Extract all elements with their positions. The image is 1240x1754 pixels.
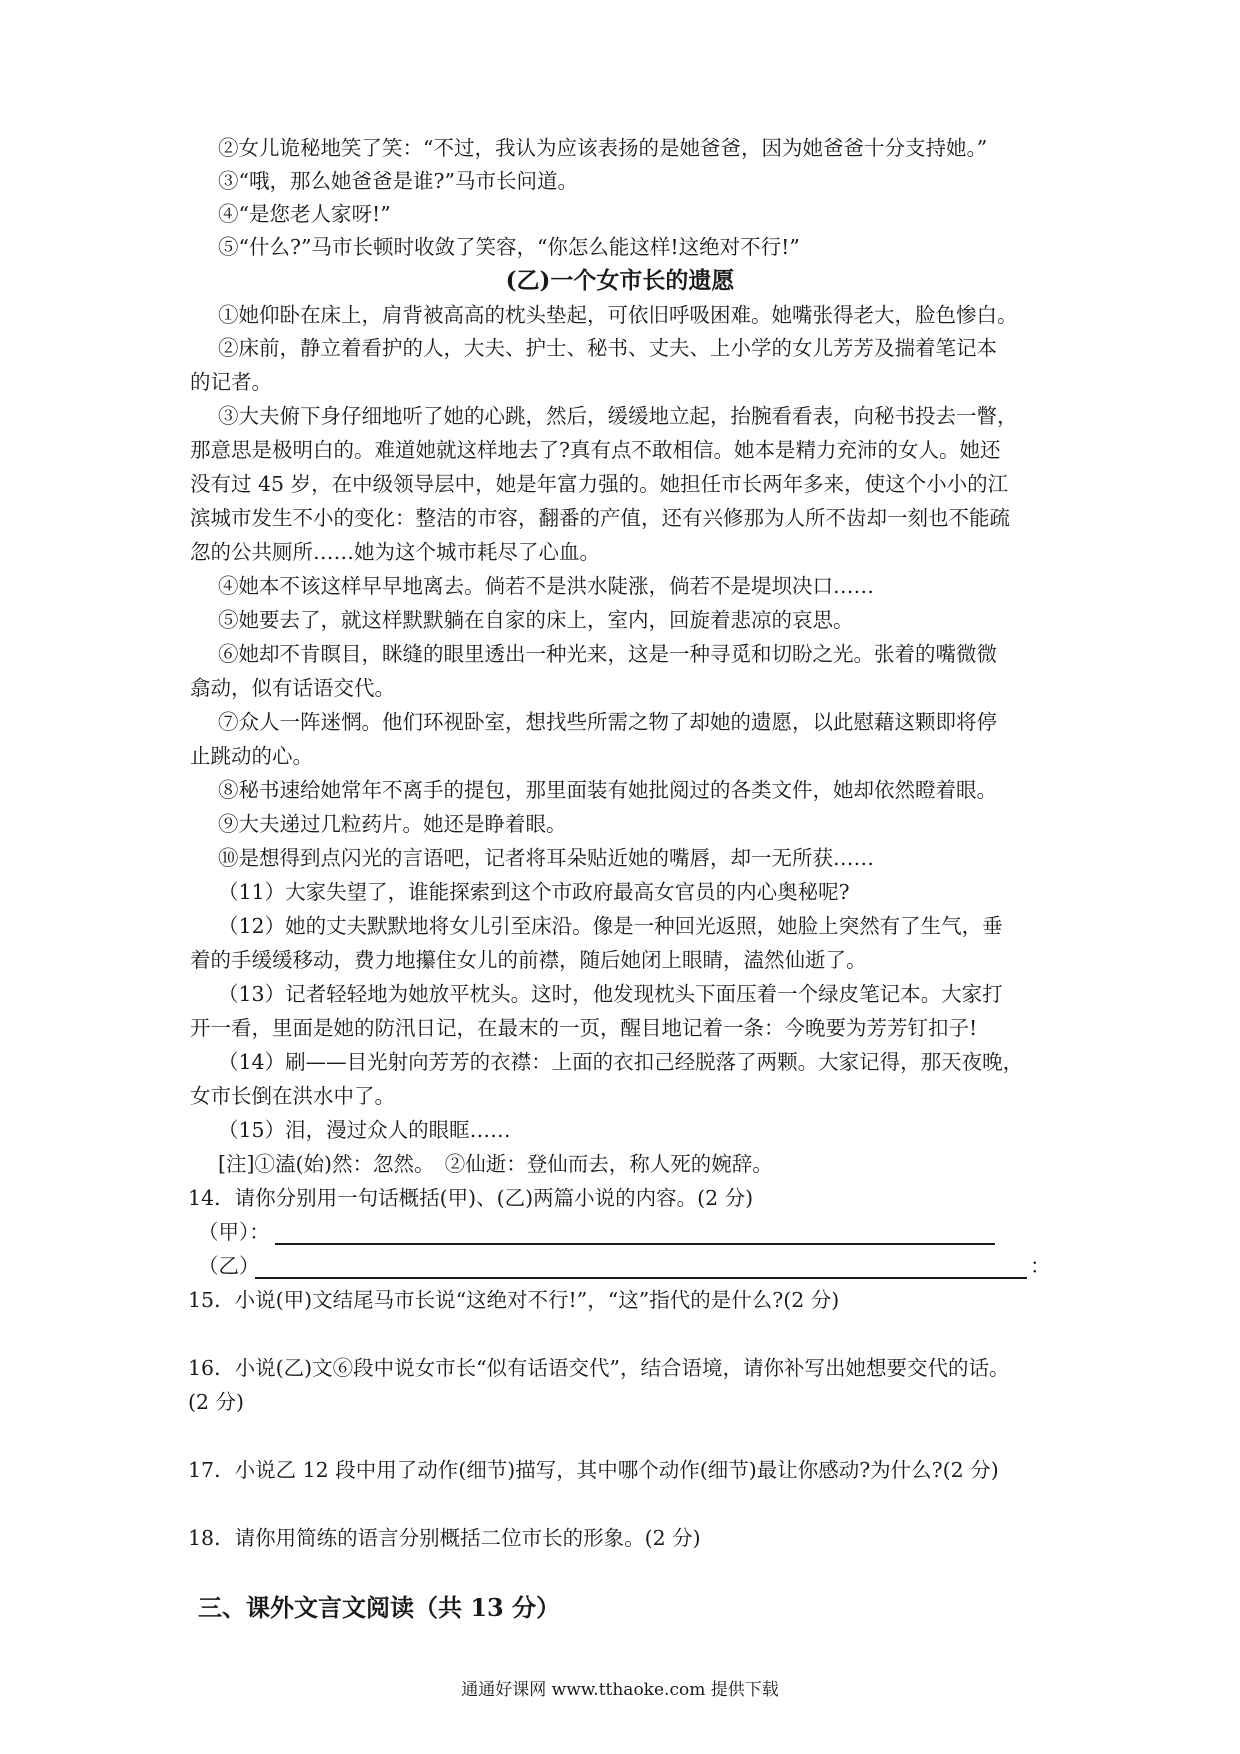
story-b-line: ⑩是想得到点闪光的言语吧，记者将耳朵贴近她的嘴唇，却一无所获……	[218, 846, 874, 870]
answer-label-a: （甲）：	[198, 1220, 270, 1244]
story-b-line: ⑧秘书速给她常年不离手的提包，那里面装有她批阅过的各类文件，她却依然瞪着眼。	[218, 778, 997, 802]
story-b-line: ②床前，静立着看护的人，大夫、护士、秘书、丈夫、上小学的女儿芳芳及揣着笔记本	[218, 336, 997, 360]
story-b-line: 滨城市发生不小的变化：整洁的市容，翻番的产值，还有兴修那为人所不齿却一刻也不能疏	[190, 506, 1010, 530]
story-b-line: ⑨大夫递过几粒药片。她还是睁着眼。	[218, 812, 567, 836]
answer-blank-a[interactable]	[275, 1243, 995, 1245]
story-b-line: ③大夫俯下身仔细地听了她的心跳，然后，缓缓地立起，抬腕看看表，向秘书投去一瞥，	[218, 404, 1018, 428]
story-b-line: 那意思是极明白的。难道她就这样地去了?真有点不敢相信。她本是精力充沛的女人。她还	[190, 438, 1001, 462]
story-b-line: ①她仰卧在床上，肩背被高高的枕头垫起，可依旧呼吸困难。她嘴张得老大，脸色惨白。	[218, 303, 1018, 327]
story-b-line: 着的手缓缓移动，费力地攥住女儿的前襟，随后她闭上眼睛，溘然仙逝了。	[190, 948, 867, 972]
story-a-para-5: ⑤“什么?”马市长顿时收敛了笑容，“你怎么能这样!这绝对不行!”	[218, 235, 800, 259]
story-b-line: （11）大家失望了，谁能探索到这个市政府最高女官员的内心奥秘呢?	[218, 880, 850, 904]
story-b-line: ⑤她要去了，就这样默默躺在自家的床上，室内，回旋着悲凉的哀思。	[218, 608, 854, 632]
story-a-para-4: ④“是您老人家呀!”	[218, 202, 391, 226]
question-18: 18．请你用简练的语言分别概括二位市长的形象。(2 分)	[188, 1526, 701, 1550]
story-b-line: 忽的公共厕所……她为这个城市耗尽了心血。	[190, 540, 600, 564]
answer-end-colon: ：	[1030, 1254, 1051, 1278]
question-14: 14．请你分别用一句话概括(甲)、(乙)两篇小说的内容。(2 分)	[188, 1186, 754, 1210]
question-15: 15．小说(甲)文结尾马市长说“这绝对不行!”，“这”指代的是什么?(2 分)	[188, 1288, 840, 1312]
story-b-line: 女市长倒在洪水中了。	[190, 1084, 395, 1108]
answer-label-b: （乙）	[198, 1254, 260, 1278]
story-b-line: 开一看，里面是她的防汛日记，在最末的一页，醒目地记着一条：今晚要为芳芳钉扣子!	[190, 1016, 978, 1040]
section-3-title: 三、课外文言文阅读（共 13 分）	[198, 1593, 561, 1622]
story-b-line: （15）泪，漫过众人的眼眶……	[218, 1118, 511, 1142]
story-b-line: （14）刷——目光射向芳芳的衣襟：上面的衣扣己经脱落了两颗。大家记得，那天夜晚，	[218, 1050, 1024, 1074]
story-b-title: (乙)一个女市长的遗愿	[505, 267, 735, 294]
page-footer: 通通好课网 www.tthaoke.com 提供下载	[461, 1680, 779, 1700]
story-b-line: 没有过 45 岁，在中级领导层中，她是年富力强的。她担任市长两年多来，使这个小小的江	[190, 472, 1009, 496]
story-b-line: ④她本不该这样早早地离去。倘若不是洪水陡涨，倘若不是堤坝决口……	[218, 574, 874, 598]
story-b-line: ⑥她却不肯瞑目，眯缝的眼里透出一种光来，这是一种寻觅和切盼之光。张着的嘴微微	[218, 642, 997, 666]
story-a-para-3: ③“哦，那么她爸爸是谁?”马市长问道。	[218, 169, 578, 193]
question-17: 17．小说乙 12 段中用了动作(细节)描写，其中哪个动作(细节)最让你感动?为什么?(2 分)	[188, 1458, 999, 1482]
story-b-note: [注]①溘(始)然：忽然。 ②仙逝：登仙而去，称人死的婉辞。	[218, 1152, 773, 1176]
story-a-para-2: ②女儿诡秘地笑了笑：“不过，我认为应该表扬的是她爸爸，因为她爸爸十分支持她。”	[218, 136, 988, 160]
question-16-score: (2 分)	[188, 1390, 245, 1414]
story-b-line: （12）她的丈夫默默地将女儿引至床沿。像是一种回光返照，她脸上突然有了生气，垂	[218, 914, 1003, 938]
question-16: 16．小说(乙)文⑥段中说女市长“似有话语交代”，结合语境，请你补写出她想要交代的话。	[188, 1356, 1010, 1380]
story-b-line: 翕动，似有话语交代。	[190, 676, 395, 700]
story-b-line: ⑦众人一阵迷惘。他们环视卧室，想找些所需之物了却她的遗愿，以此慰藉这颗即将停	[218, 710, 997, 734]
answer-blank-b[interactable]	[255, 1277, 1027, 1279]
story-b-line: 的记者。	[190, 370, 272, 394]
story-b-line: 止跳动的心。	[190, 744, 313, 768]
story-b-line: （13）记者轻轻地为她放平枕头。这时，他发现枕头下面压着一个绿皮笔记本。大家打	[218, 982, 1003, 1006]
